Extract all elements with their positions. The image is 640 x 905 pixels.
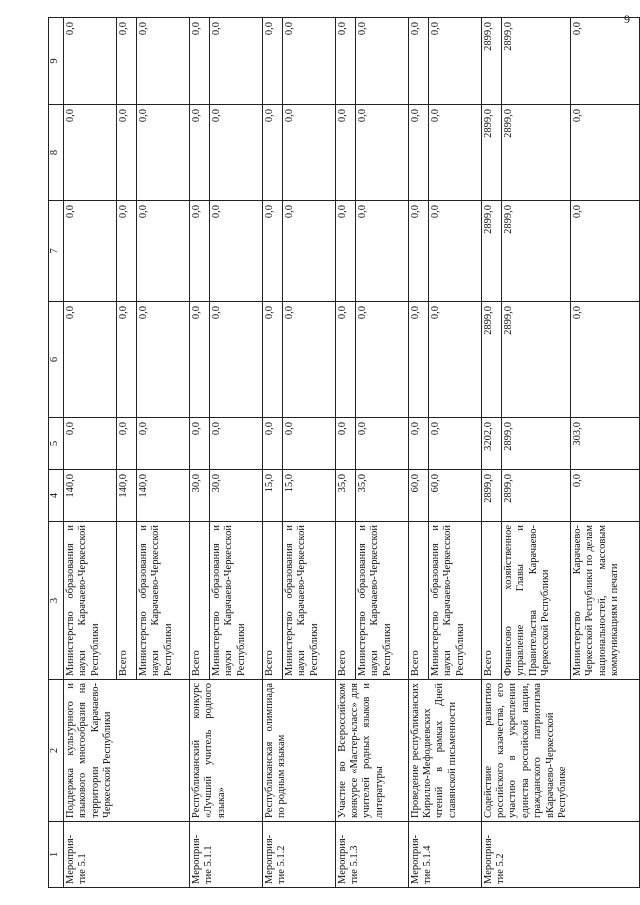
- value-cell: 0,0: [282, 302, 335, 418]
- col-header: 7: [49, 201, 64, 302]
- value-cell: 60,0: [428, 470, 481, 522]
- value-cell: 0,0: [116, 105, 136, 201]
- col-header: 1: [49, 822, 64, 888]
- event-code: Мероприя-тие 5.1.4: [408, 822, 481, 888]
- executor-cell: Всего: [262, 522, 282, 680]
- value-cell: 0,0: [282, 105, 335, 201]
- value-cell: 0,0: [209, 418, 262, 470]
- value-cell: 2899,0: [501, 418, 570, 470]
- event-title: Поддержка культурного и языкового многообразия на территории Карачаево-Черкесской Республики: [64, 680, 190, 822]
- value-cell: 0,0: [209, 201, 262, 302]
- value-cell: 0,0: [335, 18, 355, 105]
- value-cell: 0,0: [116, 18, 136, 105]
- col-header: 3: [49, 522, 64, 680]
- value-cell: 0,0: [355, 105, 408, 201]
- value-cell: 0,0: [136, 201, 189, 302]
- value-cell: 0,0: [64, 302, 117, 418]
- event-title: Республиканская олимпиада по родным языкам: [262, 680, 335, 822]
- value-cell: 0,0: [116, 201, 136, 302]
- value-cell: 0,0: [408, 201, 428, 302]
- event-code: Мероприя-тие 5.1: [64, 822, 190, 888]
- value-cell: 303,0: [570, 418, 639, 470]
- value-cell: 0,0: [262, 105, 282, 201]
- value-cell: 2899,0: [481, 470, 501, 522]
- value-cell: 0,0: [209, 18, 262, 105]
- event-code: Мероприя-тие 5.1.1: [189, 822, 262, 888]
- value-cell: 0,0: [262, 418, 282, 470]
- value-cell: 0,0: [282, 18, 335, 105]
- col-header: 8: [49, 105, 64, 201]
- value-cell: 2899,0: [501, 18, 570, 105]
- value-cell: 0,0: [209, 302, 262, 418]
- executor-cell: Министерство Карачаево-Черкесской Республики по делам национальностей, массовым коммуникациям и печати: [570, 522, 639, 680]
- value-cell: 2899,0: [481, 18, 501, 105]
- value-cell: 2899,0: [481, 105, 501, 201]
- value-cell: 0,0: [570, 470, 639, 522]
- value-cell: 0,0: [189, 18, 209, 105]
- value-cell: 0,0: [570, 105, 639, 201]
- value-cell: 0,0: [428, 418, 481, 470]
- executor-cell: Финансово хозяйственное управление Главы и Правительства Карачаево-Черкесской Республики: [501, 522, 570, 680]
- header-row: [49, 18, 64, 888]
- value-cell: 35,0: [335, 470, 355, 522]
- value-cell: 2899,0: [501, 105, 570, 201]
- value-cell: 0,0: [570, 201, 639, 302]
- value-cell: 140,0: [136, 470, 189, 522]
- value-cell: 0,0: [355, 201, 408, 302]
- value-cell: 0,0: [282, 418, 335, 470]
- executor-cell: Министерство образования и науки Карачаево-Черкесской Республики: [136, 522, 189, 680]
- value-cell: 0,0: [355, 418, 408, 470]
- budget-table: [48, 17, 640, 888]
- value-cell: 0,0: [189, 302, 209, 418]
- value-cell: 0,0: [570, 18, 639, 105]
- executor-cell: Всего: [189, 522, 209, 680]
- event-code: Мероприя-тие 5.2: [481, 822, 639, 888]
- value-cell: 2899,0: [481, 201, 501, 302]
- value-cell: 140,0: [116, 470, 136, 522]
- executor-cell: Всего: [481, 522, 501, 680]
- value-cell: 0,0: [408, 418, 428, 470]
- value-cell: 0,0: [64, 105, 117, 201]
- value-cell: 0,0: [408, 18, 428, 105]
- rotated-table-wrapper: [48, 18, 640, 888]
- value-cell: 0,0: [335, 105, 355, 201]
- executor-cell: Министерство образования и науки Карачаево-Черкесской Республики: [209, 522, 262, 680]
- table-row: [262, 18, 282, 888]
- value-cell: 0,0: [64, 201, 117, 302]
- table-row: [408, 18, 428, 888]
- value-cell: 0,0: [64, 418, 117, 470]
- table-row: [481, 18, 501, 888]
- value-cell: 2899,0: [481, 302, 501, 418]
- event-title: Проведение республиканских Кирилло-Мефодиевских чтений в рамках Дней славянской письменности: [408, 680, 481, 822]
- event-code: Мероприя-тие 5.1.2: [262, 822, 335, 888]
- value-cell: 0,0: [282, 201, 335, 302]
- table-row: [64, 18, 117, 888]
- value-cell: 0,0: [570, 302, 639, 418]
- value-cell: 35,0: [355, 470, 408, 522]
- value-cell: 0,0: [262, 201, 282, 302]
- value-cell: 140,0: [64, 470, 117, 522]
- value-cell: 0,0: [136, 418, 189, 470]
- executor-cell: Всего: [408, 522, 428, 680]
- value-cell: 0,0: [189, 418, 209, 470]
- value-cell: 0,0: [209, 105, 262, 201]
- value-cell: 0,0: [262, 18, 282, 105]
- value-cell: 30,0: [189, 470, 209, 522]
- value-cell: 60,0: [408, 470, 428, 522]
- page-number: 9: [624, 12, 630, 26]
- value-cell: 0,0: [428, 201, 481, 302]
- value-cell: 0,0: [335, 302, 355, 418]
- col-header: 9: [49, 18, 64, 105]
- value-cell: 0,0: [335, 418, 355, 470]
- value-cell: 2899,0: [501, 470, 570, 522]
- event-code: Мероприя-тие 5.1.3: [335, 822, 408, 888]
- executor-cell: Всего: [335, 522, 355, 680]
- col-header: 5: [49, 418, 64, 470]
- value-cell: 0,0: [262, 302, 282, 418]
- value-cell: 2899,0: [501, 201, 570, 302]
- value-cell: 0,0: [189, 105, 209, 201]
- value-cell: 0,0: [136, 302, 189, 418]
- executor-cell: Министерство образования и науки Карачаево-Черкесской Республики: [428, 522, 481, 680]
- executor-cell: Министерство образования и науки Карачаево-Черкесской Республики: [64, 522, 117, 680]
- value-cell: 0,0: [355, 302, 408, 418]
- col-header: 2: [49, 680, 64, 822]
- table-row: [189, 18, 209, 888]
- value-cell: 0,0: [116, 302, 136, 418]
- value-cell: 0,0: [189, 201, 209, 302]
- table-body: [64, 18, 640, 888]
- value-cell: 0,0: [428, 302, 481, 418]
- value-cell: 0,0: [64, 18, 117, 105]
- value-cell: 0,0: [136, 105, 189, 201]
- value-cell: 30,0: [209, 470, 262, 522]
- value-cell: 2899,0: [501, 302, 570, 418]
- value-cell: 0,0: [428, 18, 481, 105]
- executor-cell: Министерство образования и науки Карачаево-Черкесской Республики: [355, 522, 408, 680]
- value-cell: 15,0: [282, 470, 335, 522]
- value-cell: 0,0: [335, 201, 355, 302]
- col-header: 6: [49, 302, 64, 418]
- executor-cell: Министерство образования и науки Карачаево-Черкесской Республики: [282, 522, 335, 680]
- table-row: [335, 18, 355, 888]
- event-title: Содействие развитию российского казачества, его участию в укреплении единства российской нации, гражданского патриотизма вКарачаево-Черкесской Республике: [481, 680, 639, 822]
- value-cell: 3202,0: [481, 418, 501, 470]
- value-cell: 0,0: [408, 105, 428, 201]
- executor-cell: Всего: [116, 522, 136, 680]
- value-cell: 15,0: [262, 470, 282, 522]
- value-cell: 0,0: [408, 302, 428, 418]
- event-title: Республиканский конкурс «Лучший учитель родного языка»: [189, 680, 262, 822]
- col-header: 4: [49, 470, 64, 522]
- value-cell: 0,0: [355, 18, 408, 105]
- event-title: Участие во Всероссийском конкурсе «Мастер-класс» для учителей родных языков и литературы: [335, 680, 408, 822]
- value-cell: 0,0: [136, 18, 189, 105]
- value-cell: 0,0: [116, 418, 136, 470]
- value-cell: 0,0: [428, 105, 481, 201]
